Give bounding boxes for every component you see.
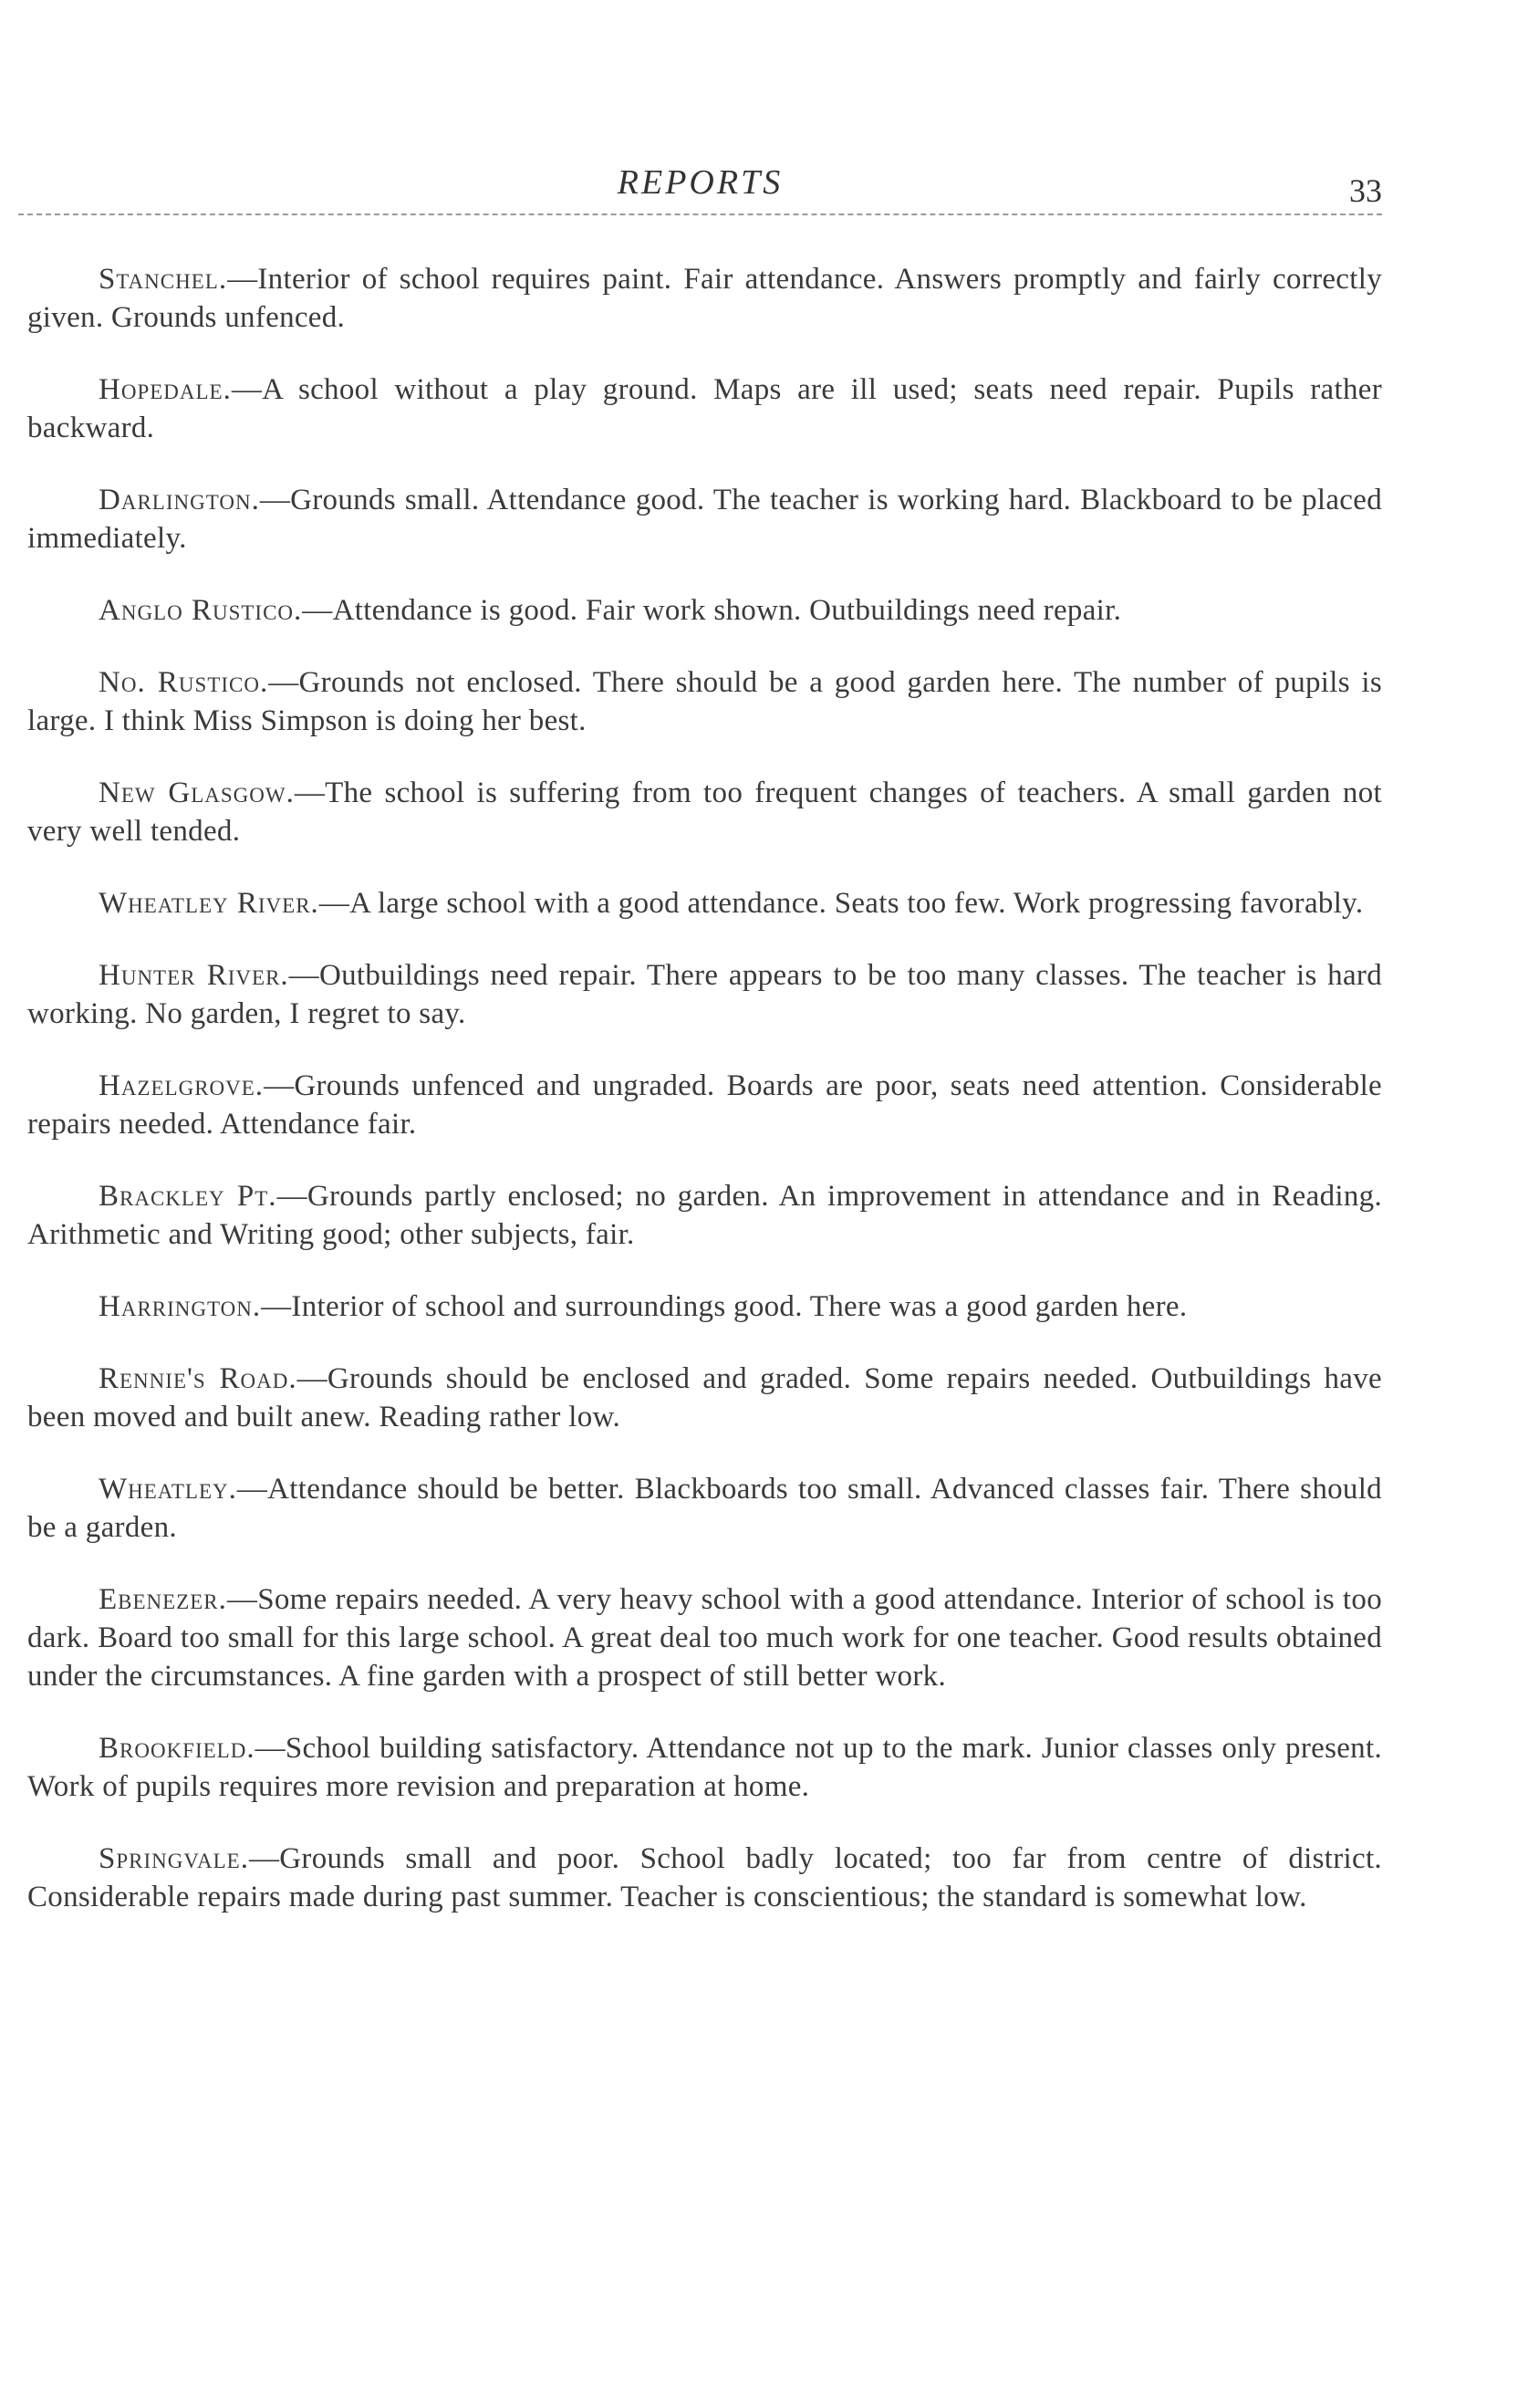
report-entry [27, 663, 1382, 740]
report-entry [27, 1177, 1382, 1254]
report-entry [27, 1470, 1382, 1547]
school-name: No. Rustico. [99, 666, 269, 699]
report-text: —Interior of school and surroundings good. There was a good garden here. [261, 1290, 1188, 1323]
report-text: —A school without a play ground. Maps are ill used; seats need repair. Pupils rather backward. [27, 373, 1382, 444]
report-text: —Grounds small and poor. School badly located; too far from centre of district. Considerable repairs made during past summer. Teacher is conscientious; the standard is somewhat low. [27, 1842, 1382, 1913]
report-text: —Attendance is good. Fair work shown. Outbuildings need repair. [302, 594, 1122, 627]
report-text: —Grounds partly enclosed; no garden. An improvement in attendance and in Reading. Arithmetic and Writing good; other subjects, fair. [27, 1180, 1382, 1251]
school-name: New Glasgow. [99, 777, 295, 809]
report-entry [27, 591, 1382, 630]
report-text: —Grounds unfenced and ungraded. Boards are poor, seats need attention. Considerable repairs needed. Attendance fair. [27, 1069, 1382, 1141]
school-name: Springvale. [99, 1842, 249, 1875]
report-text: —A large school with a good attendance. Seats too few. Work progressing favorably. [318, 887, 1364, 920]
report-entry [27, 260, 1382, 337]
report-entry [27, 774, 1382, 850]
report-entry [27, 1840, 1382, 1916]
report-entry [27, 956, 1382, 1033]
report-text: —Grounds not enclosed. There should be a good garden here. The number of pupils is large. I think Miss Simpson is doing her best. [27, 666, 1382, 737]
school-name: Wheatley. [99, 1473, 237, 1506]
report-entry [27, 1360, 1382, 1436]
school-name: Stanchel. [99, 263, 228, 296]
report-text: —Grounds should be enclosed and graded. Some repairs needed. Outbuildings have been moved and built anew. Reading rather low. [27, 1362, 1382, 1433]
school-name: Hopedale. [99, 373, 232, 406]
school-name: Rennie's Road. [99, 1362, 297, 1395]
report-entry [27, 884, 1382, 923]
report-entry [27, 1580, 1382, 1695]
report-entry [27, 370, 1382, 447]
header-rule [18, 214, 1382, 215]
report-entry [27, 481, 1382, 558]
page-header [18, 155, 1382, 228]
report-text: —Interior of school requires paint. Fair attendance. Answers promptly and fairly correctly given. Grounds unfenced. [27, 263, 1382, 334]
report-entry [27, 1287, 1382, 1326]
school-name: Brookfield. [99, 1732, 255, 1765]
school-name: Ebenezer. [99, 1583, 227, 1616]
report-text: —Outbuildings need repair. There appears to be too many classes. The teacher is hard working. No garden, I regret to say. [27, 959, 1382, 1030]
report-text: —Grounds small. Attendance good. The teacher is working hard. Blackboard to be placed immediately. [27, 484, 1382, 555]
school-name: Hazelgrove. [99, 1069, 265, 1102]
report-entry [27, 1729, 1382, 1806]
school-name: Hunter River. [99, 959, 289, 992]
report-entry [27, 1067, 1382, 1143]
school-name: Darlington. [99, 484, 260, 516]
report-text: —Some repairs needed. A very heavy school with a good attendance. Interior of school is too dark. Board too small for this large school. A great deal too much work for one teacher. Good results obtained under the circumstances. A fine garden with a prospect of still better work. [27, 1583, 1382, 1693]
report-entries [27, 260, 1382, 1950]
report-text: —School building satisfactory. Attendance not up to the mark. Junior classes only present. Work of pupils requires more revision and preparation at home. [27, 1732, 1382, 1803]
school-name: Wheatley River. [99, 887, 319, 920]
page-number: 33 [1349, 172, 1382, 209]
report-text: —The school is suffering from too frequent changes of teachers. A small garden not very well tended. [27, 777, 1382, 848]
school-name: Brackley Pt. [99, 1180, 277, 1213]
school-name: Anglo Rustico. [99, 594, 303, 627]
school-name: Harrington. [99, 1290, 262, 1323]
report-text: —Attendance should be better. Blackboards too small. Advanced classes fair. There should be a garden. [27, 1473, 1382, 1544]
running-title: REPORTS [617, 163, 784, 202]
